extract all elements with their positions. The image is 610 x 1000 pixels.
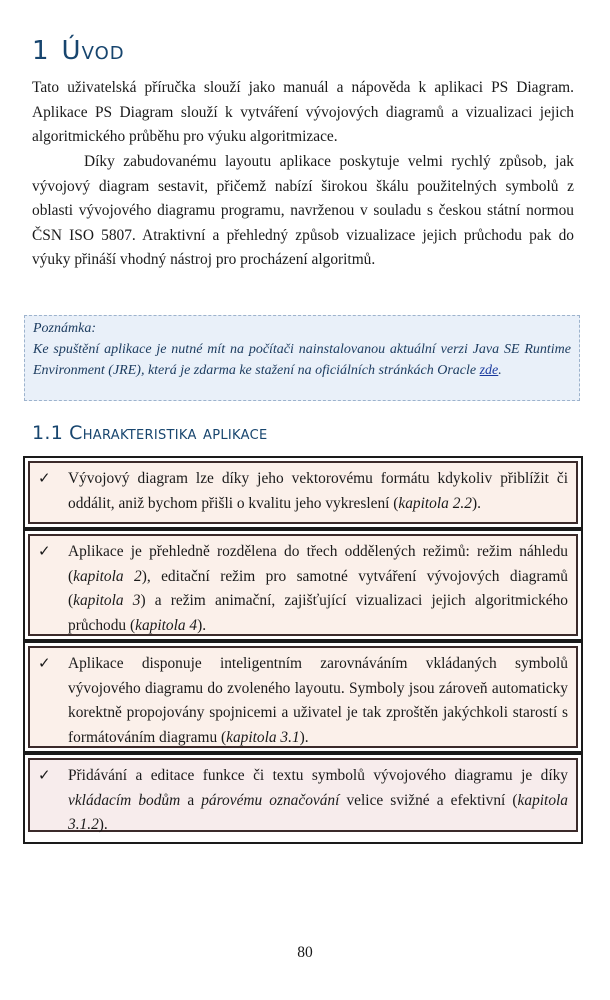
intro-paragraph-1: Tato uživatelská příručka slouží jako manuál a nápověda k aplikaci PS Diagram. Aplikace PS Diagram slouží k vytváření vývojových diagramů a vizualizaci jejich algoritmického průběhu pro výuku algoritmizace.: [32, 79, 574, 145]
chapter-ref: kapitola 3.1.2: [68, 791, 568, 833]
section-heading: [32, 422, 268, 444]
section-number: 1.1: [32, 422, 64, 444]
feature-text: [68, 652, 568, 750]
feature-text-part: velice svižné a efektivní (: [339, 791, 518, 809]
feature-text-part: ).: [98, 816, 108, 833]
chapter-ref: kapitola 2.2: [398, 494, 472, 512]
page-number: 80: [297, 944, 313, 961]
feature-text-part: ) a režim animační, zajišťující vizualizaci jejich algoritmického průchodu (: [68, 592, 569, 634]
note-label: Poznámka:: [33, 321, 96, 336]
feature-box-inner: [28, 646, 578, 748]
chapter-number: 1: [32, 36, 50, 66]
feature-text: [68, 764, 568, 838]
emphasis-term: párovému označování: [201, 791, 340, 809]
chapter-ref: kapitola 2: [73, 567, 142, 585]
feature-text-part: a: [180, 791, 202, 809]
checkmark-icon: ✓: [38, 542, 51, 560]
chapter-ref: kapitola 4: [135, 616, 198, 634]
feature-text-part: ).: [299, 728, 309, 746]
feature-text-part: Vývojový diagram lze díky jeho vektorovému formátu kdykoliv přiblížit či oddálit, aniž bychom přišli o kvalitu jeho vykreslení (: [68, 470, 568, 512]
checkmark-icon: ✓: [38, 766, 51, 784]
note-text: [33, 339, 571, 381]
feature-box: [23, 641, 583, 753]
feature-box-inner: [28, 461, 578, 524]
chapter-title: Úvod: [61, 36, 125, 66]
feature-box: [23, 456, 583, 529]
feature-text-part: ).: [197, 616, 207, 634]
chapter-heading: [32, 36, 125, 66]
feature-text-part: Aplikace disponuje inteligentním zarovnáváním vkládaných symbolů vývojového diagramu do zvoleného layoutu. Symboly jsou zároveň automaticky korektně propojovány spojnicemi a uživatel je tak zproštěn jakýchkoli starostí s formátováním diagramu (: [68, 655, 568, 746]
chapter-ref: kapitola 3.1: [226, 728, 300, 746]
feature-box: [23, 529, 583, 641]
note-body: Ke spuštění aplikace je nutné mít na počítači nainstalovanou aktuální verzi Java SE Runtime Environment (JRE), která je zdarma ke stažení na oficiálních stránkách Oracle: [33, 342, 571, 378]
note-end: .: [498, 363, 502, 378]
feature-text: [68, 467, 568, 516]
chapter-ref: kapitola 3: [73, 592, 141, 609]
note-box: [24, 315, 580, 401]
feature-text: [68, 540, 568, 638]
feature-text-part: Přidávání a editace funkce či textu symbolů vývojového diagramu je díky: [68, 767, 568, 784]
section-title: Charakteristika aplikace: [69, 422, 268, 444]
feature-box-inner: [28, 758, 578, 832]
checkmark-icon: ✓: [38, 469, 51, 487]
checkmark-icon: ✓: [38, 654, 51, 672]
feature-box-inner: [28, 534, 578, 636]
emphasis-term: vkládacím bodům: [68, 791, 181, 809]
intro-paragraph-2: Díky zabudovanému layoutu aplikace poskytuje velmi rychlý způsob, jak vývojový diagram sestavit, přičemž nabízí širokou škálu použitelných symbolů z oblasti vývojového diagramu programu, navrženou v souladu s českou státní normou ČSN ISO 5807. Atraktivní a přehledný způsob vizualizace jejich průchodu pak do výuky přináší vhodný nástroj pro procházení algoritmů.: [32, 153, 574, 268]
feature-text-part: ), editační režim pro samotné vytváření vývojových diagramů (: [68, 567, 568, 609]
feature-text-part: Aplikace je přehledně rozdělena do třech oddělených režimů: režim náhledu (: [68, 543, 568, 585]
feature-text-part: ).: [471, 494, 481, 512]
download-link[interactable]: zde: [479, 363, 499, 378]
feature-box: [23, 753, 583, 844]
